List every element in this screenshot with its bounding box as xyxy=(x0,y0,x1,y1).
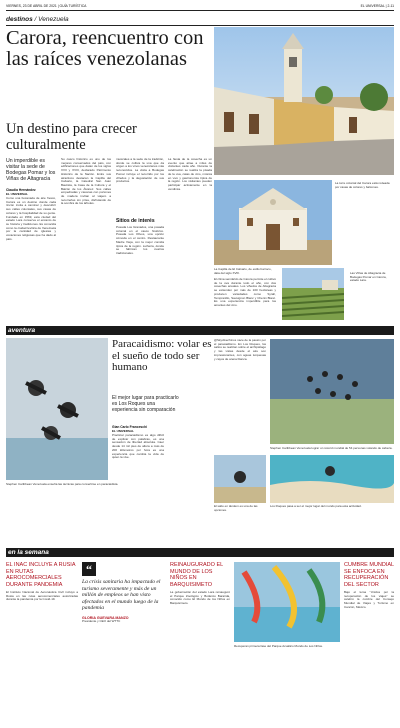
sitios-title: Sitios de interés xyxy=(116,218,155,224)
semana-block-3 xyxy=(344,562,394,610)
los-roques-photo xyxy=(270,455,394,503)
semana-b1-text: El Instituto Nacional de Aeronáutica Civil incluyó a Rusia en las rutas aerocomerciales autorizadas durante la pandemia por la Covid-19. xyxy=(6,590,78,602)
semana-b3-text: Bajo el lema "Unidos por la recuperación de los viajes" se celebró la cumbre del Consejo Mundial de Viajes y Turismo en Cancún, México. xyxy=(344,590,394,609)
skydive-formation-photo xyxy=(270,339,394,444)
aventura-col2: @Skydivechinos nace de la pasión por el paracaidismo. En Los Roques, los saltos se realizan sobre el archipiélago y las vistas desde el aire son impresionantes, con aguas turquesas y cayos de arena blanca. xyxy=(214,339,266,361)
article-lede: Un imperdible es visitar la sede de Bodegas Pomar y los Viñas de Altagracia xyxy=(6,158,56,182)
aventura-lede: El mejor lugar para practicarlo es Los Roques una experiencia sin comparación xyxy=(112,395,179,413)
quote-author: GLORIA GUEVARA MANZO xyxy=(82,615,129,620)
aventura-byline-org: EL UNIVERSAL xyxy=(112,429,134,433)
caption-formation: Stephen Caribbean Venezuela lograr un récord mundial de 54 personas volando de cabeza. xyxy=(270,446,393,450)
semana-b3-title: CUMBRE MUNDIAL SE ENFOCA EN RECUPERACIÓN DEL SECTOR xyxy=(344,562,394,588)
calvario-church-photo xyxy=(214,180,332,265)
carora-street-photo xyxy=(214,27,394,175)
aventura-bar xyxy=(6,326,394,335)
article-col4: La fiesta de la cosecha es un evento que atrae a miles de visitantes cada año. Durante la celebración se realiza la pisada de la uva, catas de vino, música en vivo y gastronomía típica de la región. Los visitantes pueden participar activamente en la vendimia. xyxy=(168,158,212,191)
semana-b2-text: La gobernación del estado Lara reinauguró el Parque Zoológico y Botánico Bararida, conocido como El Mundo de los Niños en Barquisimeto. xyxy=(170,590,230,606)
caption-church: La Capilla de El Calvario, de estilo barroco, data del siglo XVIII. xyxy=(214,267,272,275)
section-rule xyxy=(6,25,394,26)
article-headline: Carora, reencuentro con las raíces venezolanas xyxy=(6,27,204,70)
quote-role: Presidente y CEO del WTTC xyxy=(82,618,121,623)
article-col2: Su casco histórico es uno de los mejores conservados del país, con edificaciones que datan de los siglos XVII y XVIII, declarado Patrimonio Histórico de la Nación. Entre sus atractivos destacan la Capilla del Calvario, la Catedral San Juan Bautista, la Casa de la Cultura y el Balcón de los Álvarez. Sus calles empedradas y casonas con portones de madera invitan al viajero a recorrerlas sin prisa, disfrutando de la sombra de los árboles. xyxy=(61,158,111,206)
caption-los-roques: Los Roques pasa a ser el mejor lugar del mundo para esta actividad. xyxy=(270,504,362,508)
article-byline: Claudia Hernández xyxy=(6,188,36,192)
section-sub: / Venezuela xyxy=(34,16,69,23)
header-rule xyxy=(6,10,394,11)
semana-bar xyxy=(6,548,394,557)
article-subhead: Un destino para crecer culturalmente xyxy=(6,121,137,153)
semana-b1-title: EL INAC INCLUYE A RUSIA EN RUTAS AEROCOMERCIALES DURANTE PANDEMIA xyxy=(6,562,76,588)
header-paper: EL UNIVERSAL | 2-11 xyxy=(360,4,394,8)
semana-block-1 xyxy=(6,562,78,602)
page-header xyxy=(6,4,394,12)
semana-section-title: en la semana xyxy=(8,548,49,556)
sitios-text: Posada Los Granados, una posada colonial en el casco histórico. Posada Los Olivos, una opción cómoda en el centro. Restaurante Madre Vieja, con la mejor comida típica de la región. Lutheria, donde se fabrican los cuatros tradicionales. xyxy=(116,226,164,255)
aventura-byline: Gian Carlo Franceschi xyxy=(112,425,147,429)
semana-b2-title: REINAUGURADO EL MUNDO DE LOS NIÑOS EN BARQUISIMETO xyxy=(170,562,223,588)
article-col1: Como una bocanada de aire fresco, Carora es un destino donde cada rincón invita a caminar y descubrir sus calles coloniales, sus casas de colores y la hospitalidad de su gente. Fundada en 1569, esta ciudad del estado Lara conserva el encanto de su historia y tradiciones. Es conocida como la ciudad levítica de Venezuela por la cantidad de iglesias y vocaciones religiosas que ha dado al país. xyxy=(6,197,56,241)
caption-skydiver-group: Stephen Caribbean Venezuela enseña las técnicas para convertirse en paracaidista. xyxy=(6,482,119,486)
article-byline-org: EL UNIVERSAL xyxy=(6,192,28,196)
water-park-photo xyxy=(234,562,340,642)
aventura-section-title: aventura xyxy=(8,326,36,334)
header-date: VIERNES, 23 DE ABRIL DE 2021 | GUÍA TURÍSTICA xyxy=(6,4,87,8)
aventura-col1: Practicar paracaidismo es algo difícil de explicar con palabras, es una sensación de libertad absoluta. Caer desde 14 mil pies de altura a más de 200 kilómetros por hora es una experiencia que cambia la vida de quien la vive. xyxy=(112,434,164,460)
section-name: destinos xyxy=(6,16,33,23)
caption-vineyard: Las Viñas de Altagracia de Bodegas Pomar en Carora, estado Lara. xyxy=(350,271,387,283)
section-title-destinos xyxy=(6,16,69,23)
quote-mark-icon: “ xyxy=(82,562,96,576)
caption-tandem: El salto en tándem es una de las opciones. xyxy=(214,504,258,512)
semana-quote-box xyxy=(82,562,166,624)
article-col3: musicales a la sede de la tradición, donde se cultiva la uva que da origen a los vinos venezolanos más reconocidos. La visita a Bodegas Pomar incluye el recorrido por los viñedos y la degustación de sus productos. xyxy=(116,158,164,184)
skydiver-group-photo xyxy=(6,338,108,480)
semana-block-2 xyxy=(170,562,230,606)
caption-street: La torre colonial del Carora está rodeada por casas de colores y balcones. xyxy=(335,181,390,189)
caption-water-park: Recuperan primera fase del Parque Acuático Mundo de Los Niños. xyxy=(234,644,323,648)
vineyard-photo xyxy=(282,268,344,320)
tandem-jump-photo xyxy=(214,455,266,503)
semana-quote: La crisis sanitaria ha impactado el turismo severamente y más de un millón de empleos se han visto afectados en el mundo luego de la pandemia xyxy=(82,579,161,612)
aventura-headline: Paracaidismo: volar es el sueño de todo ser humano xyxy=(112,338,212,373)
article-col5: El clima semiárido de Carora permite el cultivo de la uva durante todo el año, con dos cosechas anuales. Los viñedos de Altagracia se extienden por más de 100 hectáreas y producen variedades como Syrah, Tempranillo, Sauvignon Blanc y Chenin Blanc. Es una experiencia imperdible para los amantes del vino. xyxy=(214,278,276,307)
